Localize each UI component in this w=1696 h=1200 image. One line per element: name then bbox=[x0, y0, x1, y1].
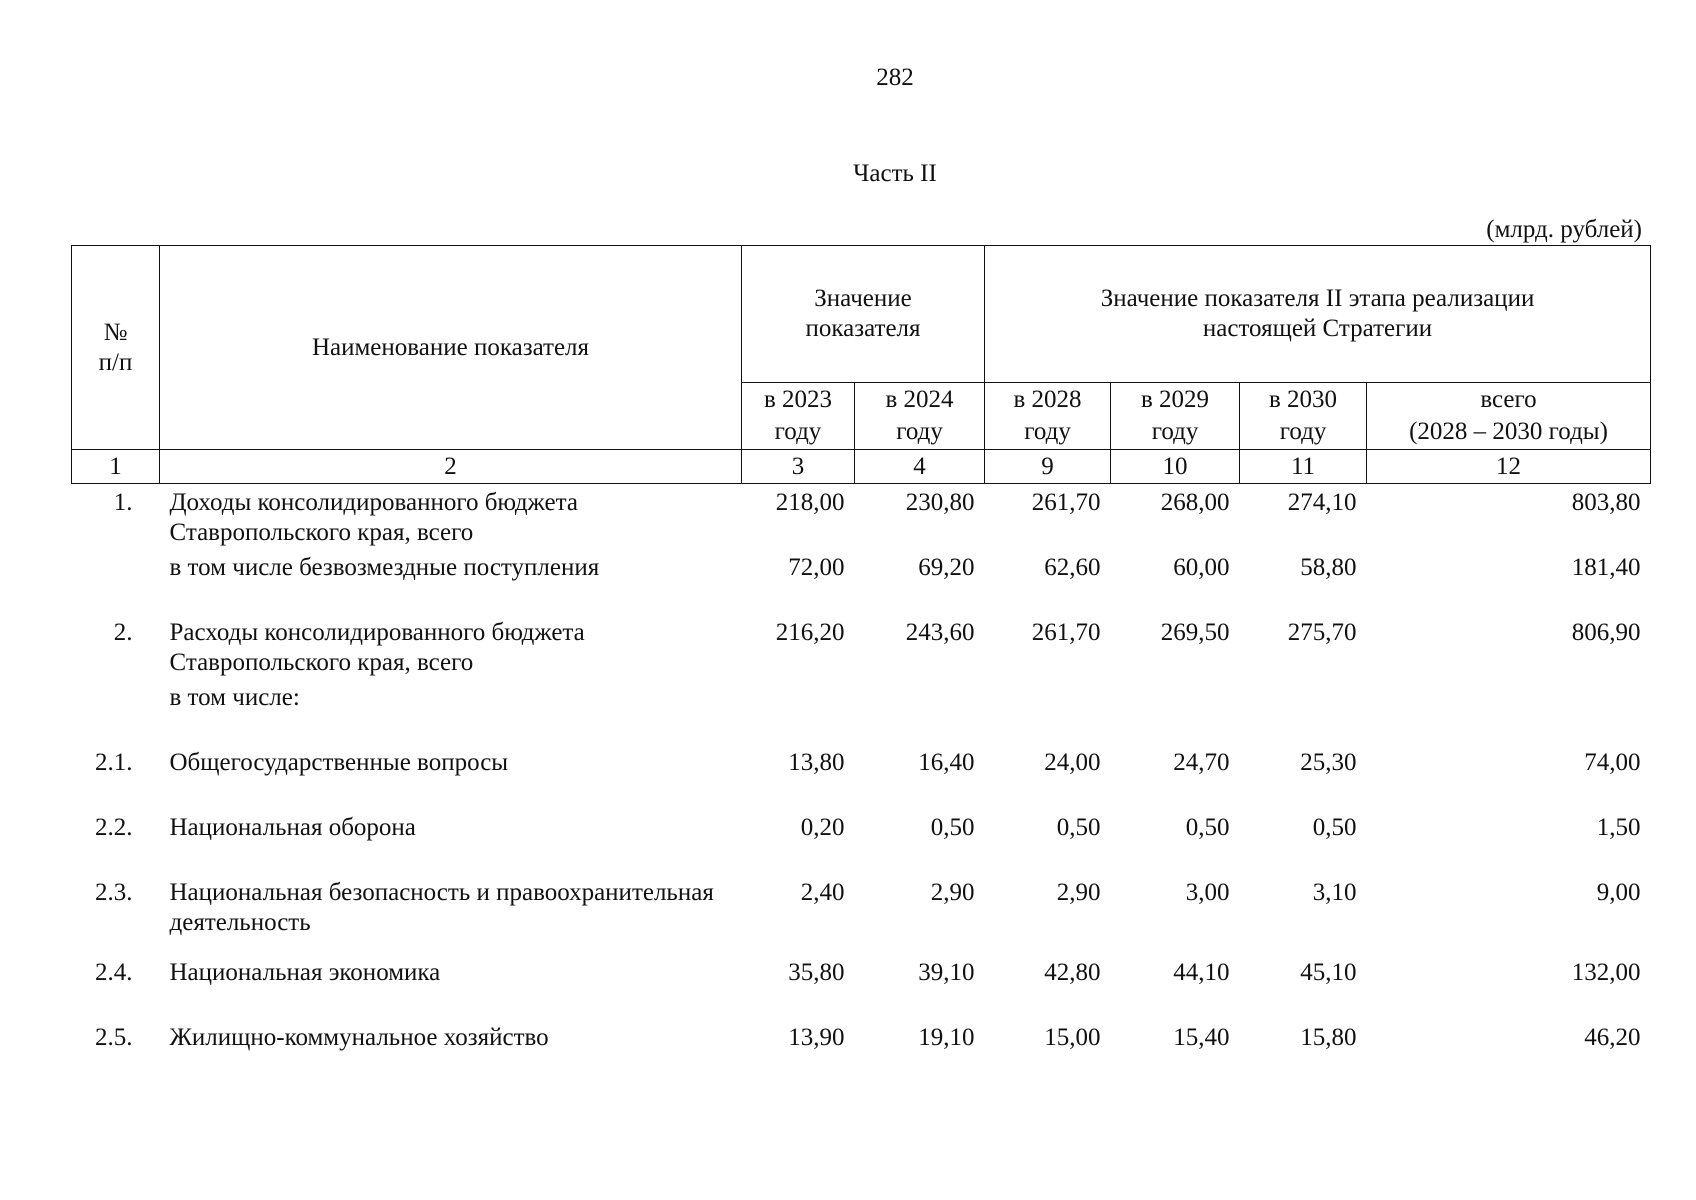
row-indicator-name: Национальная экономика bbox=[169, 959, 441, 986]
header-column-number: 12 bbox=[1367, 450, 1651, 484]
table-row bbox=[72, 549, 1651, 614]
row-value: 24,00 bbox=[1044, 749, 1101, 776]
row-indicator-name: Доходы консолидированного бюджета Ставропольского края, всего bbox=[169, 489, 578, 546]
row-value: 13,90 bbox=[788, 1024, 845, 1051]
row-indicator-name: Национальная безопасность и правоохранительная деятельность bbox=[169, 879, 714, 936]
row-value: 2,90 bbox=[1056, 879, 1101, 906]
header-subcolumn-line2: году bbox=[1151, 418, 1199, 445]
header-subcolumn-line2: (2028 – 2030 годы) bbox=[1409, 418, 1608, 445]
table-row bbox=[72, 809, 1651, 874]
row-value: 9,00 bbox=[1596, 879, 1641, 906]
row-number: 1. bbox=[113, 489, 133, 516]
header-column-number: 3 bbox=[742, 450, 855, 484]
row-value: 0,50 bbox=[1185, 814, 1230, 841]
header-num-line: п/п bbox=[98, 348, 133, 376]
row-value: 2,90 bbox=[930, 879, 975, 906]
header-subcolumn-line1: в 2023 bbox=[763, 386, 833, 413]
row-value: 15,80 bbox=[1300, 1024, 1357, 1051]
row-value: 69,20 bbox=[918, 554, 975, 581]
row-value: 16,40 bbox=[918, 749, 975, 776]
header-column-number: 11 bbox=[1240, 450, 1367, 484]
row-number: 2.4. bbox=[95, 959, 133, 986]
part-title: Часть II bbox=[853, 160, 937, 187]
header-subcolumn bbox=[985, 383, 1111, 450]
row-value: 2,40 bbox=[800, 879, 845, 906]
row-value: 803,80 bbox=[1571, 489, 1641, 516]
header-subcolumn-line1: в 2029 bbox=[1140, 386, 1210, 413]
row-indicator-name: Жилищно-коммунальное хозяйство bbox=[169, 1024, 549, 1051]
row-indicator-name: Общегосударственные вопросы bbox=[169, 749, 509, 776]
row-value: 269,50 bbox=[1160, 619, 1230, 646]
row-value bbox=[1367, 679, 1651, 744]
row-value: 15,00 bbox=[1044, 1024, 1101, 1051]
table-row bbox=[72, 1019, 1651, 1084]
row-value: 35,80 bbox=[788, 959, 845, 986]
units-label: (млрд. рублей) bbox=[1486, 216, 1642, 243]
header-subcolumn-line1: в 2030 bbox=[1268, 386, 1338, 413]
header-num-line: № bbox=[103, 318, 128, 346]
table-row bbox=[72, 679, 1651, 744]
row-value: 181,40 bbox=[1571, 554, 1641, 581]
header-stage-group-line1: Значение показателя II этапа реализации bbox=[1100, 285, 1535, 312]
header-column-number: 9 bbox=[985, 450, 1111, 484]
row-value: 230,80 bbox=[905, 489, 975, 516]
header-subcolumn-line2: году bbox=[1279, 418, 1327, 445]
row-indicator-name: Национальная оборона bbox=[169, 814, 416, 841]
page-number: 282 bbox=[876, 64, 914, 91]
header-value-group bbox=[742, 246, 985, 383]
row-value bbox=[855, 679, 985, 744]
budget-table bbox=[71, 245, 1651, 1084]
header-subcolumn bbox=[855, 383, 985, 450]
row-value: 806,90 bbox=[1571, 619, 1641, 646]
header-column-number: 2 bbox=[160, 450, 742, 484]
row-value bbox=[1111, 679, 1240, 744]
row-number: 2.3. bbox=[95, 879, 133, 906]
header-num-label bbox=[76, 318, 155, 378]
row-value: 74,00 bbox=[1584, 749, 1641, 776]
row-value bbox=[1240, 679, 1367, 744]
row-number: 2.2. bbox=[95, 814, 133, 841]
row-value: 42,80 bbox=[1044, 959, 1101, 986]
row-value bbox=[985, 679, 1111, 744]
row-value: 132,00 bbox=[1571, 959, 1641, 986]
row-value: 261,70 bbox=[1031, 489, 1101, 516]
row-indicator-name: в том числе безвозмездные поступления bbox=[169, 554, 600, 581]
row-value: 3,00 bbox=[1185, 879, 1230, 906]
row-value: 15,40 bbox=[1173, 1024, 1230, 1051]
row-number bbox=[72, 679, 160, 744]
table-row bbox=[72, 614, 1651, 679]
row-value: 60,00 bbox=[1173, 554, 1230, 581]
header-stage-group bbox=[985, 246, 1651, 383]
header-column-number: 1 bbox=[72, 450, 160, 484]
row-value: 0,50 bbox=[930, 814, 975, 841]
row-indicator-name: в том числе: bbox=[169, 684, 300, 711]
row-value: 243,60 bbox=[905, 619, 975, 646]
header-value-group-line1: Значение bbox=[814, 285, 912, 312]
header-subcolumn bbox=[742, 383, 855, 450]
header-subcolumn-line2: году bbox=[774, 418, 822, 445]
row-number: 2.1. bbox=[95, 749, 133, 776]
row-value: 0,50 bbox=[1312, 814, 1357, 841]
row-value: 268,00 bbox=[1160, 489, 1230, 516]
header-subcolumn-line2: году bbox=[896, 418, 943, 445]
row-value: 0,50 bbox=[1056, 814, 1101, 841]
header-subcolumn bbox=[1111, 383, 1240, 450]
row-value: 72,00 bbox=[788, 554, 845, 581]
row-value: 3,10 bbox=[1312, 879, 1357, 906]
row-value: 13,80 bbox=[788, 749, 845, 776]
row-value: 218,00 bbox=[775, 489, 845, 516]
row-number: 2. bbox=[113, 619, 133, 646]
row-value: 261,70 bbox=[1031, 619, 1101, 646]
header-name: Наименование показателя bbox=[160, 246, 742, 450]
table-row bbox=[72, 744, 1651, 809]
header-num bbox=[72, 246, 160, 450]
row-value: 216,20 bbox=[775, 619, 845, 646]
row-number bbox=[72, 549, 160, 614]
row-value: 45,10 bbox=[1300, 959, 1357, 986]
table-row bbox=[72, 484, 1651, 550]
row-value: 0,20 bbox=[800, 814, 845, 841]
row-value: 1,50 bbox=[1596, 814, 1641, 841]
header-subcolumn-line1: в 2028 bbox=[1013, 386, 1082, 413]
row-value: 275,70 bbox=[1287, 619, 1357, 646]
header-column-number: 10 bbox=[1111, 450, 1240, 484]
header-subcolumn-line1: в 2024 bbox=[885, 386, 954, 413]
row-number: 2.5. bbox=[95, 1024, 133, 1051]
header-stage-group-line2: настоящей Стратегии bbox=[1202, 315, 1433, 342]
header-subcolumn bbox=[1240, 383, 1367, 450]
row-value: 19,10 bbox=[918, 1024, 975, 1051]
table-row bbox=[72, 954, 1651, 1019]
table-row bbox=[72, 874, 1651, 954]
row-value: 46,20 bbox=[1584, 1024, 1641, 1051]
row-value: 25,30 bbox=[1300, 749, 1357, 776]
header-subcolumn-line2: году bbox=[1024, 418, 1071, 445]
header-column-number: 4 bbox=[855, 450, 985, 484]
row-indicator-name: Расходы консолидированного бюджета Ставропольского края, всего bbox=[169, 619, 585, 676]
row-value: 24,70 bbox=[1173, 749, 1230, 776]
table-body bbox=[72, 484, 1651, 1085]
header-subcolumn bbox=[1367, 383, 1651, 450]
header-value-group-line2: показателя bbox=[805, 315, 921, 342]
row-value: 62,60 bbox=[1044, 554, 1101, 581]
row-value: 58,80 bbox=[1300, 554, 1357, 581]
row-value: 274,10 bbox=[1287, 489, 1357, 516]
row-value bbox=[742, 679, 855, 744]
table-header bbox=[72, 246, 1651, 484]
header-subcolumn-line1: всего bbox=[1480, 386, 1537, 413]
row-value: 39,10 bbox=[918, 959, 975, 986]
row-value: 44,10 bbox=[1173, 959, 1230, 986]
